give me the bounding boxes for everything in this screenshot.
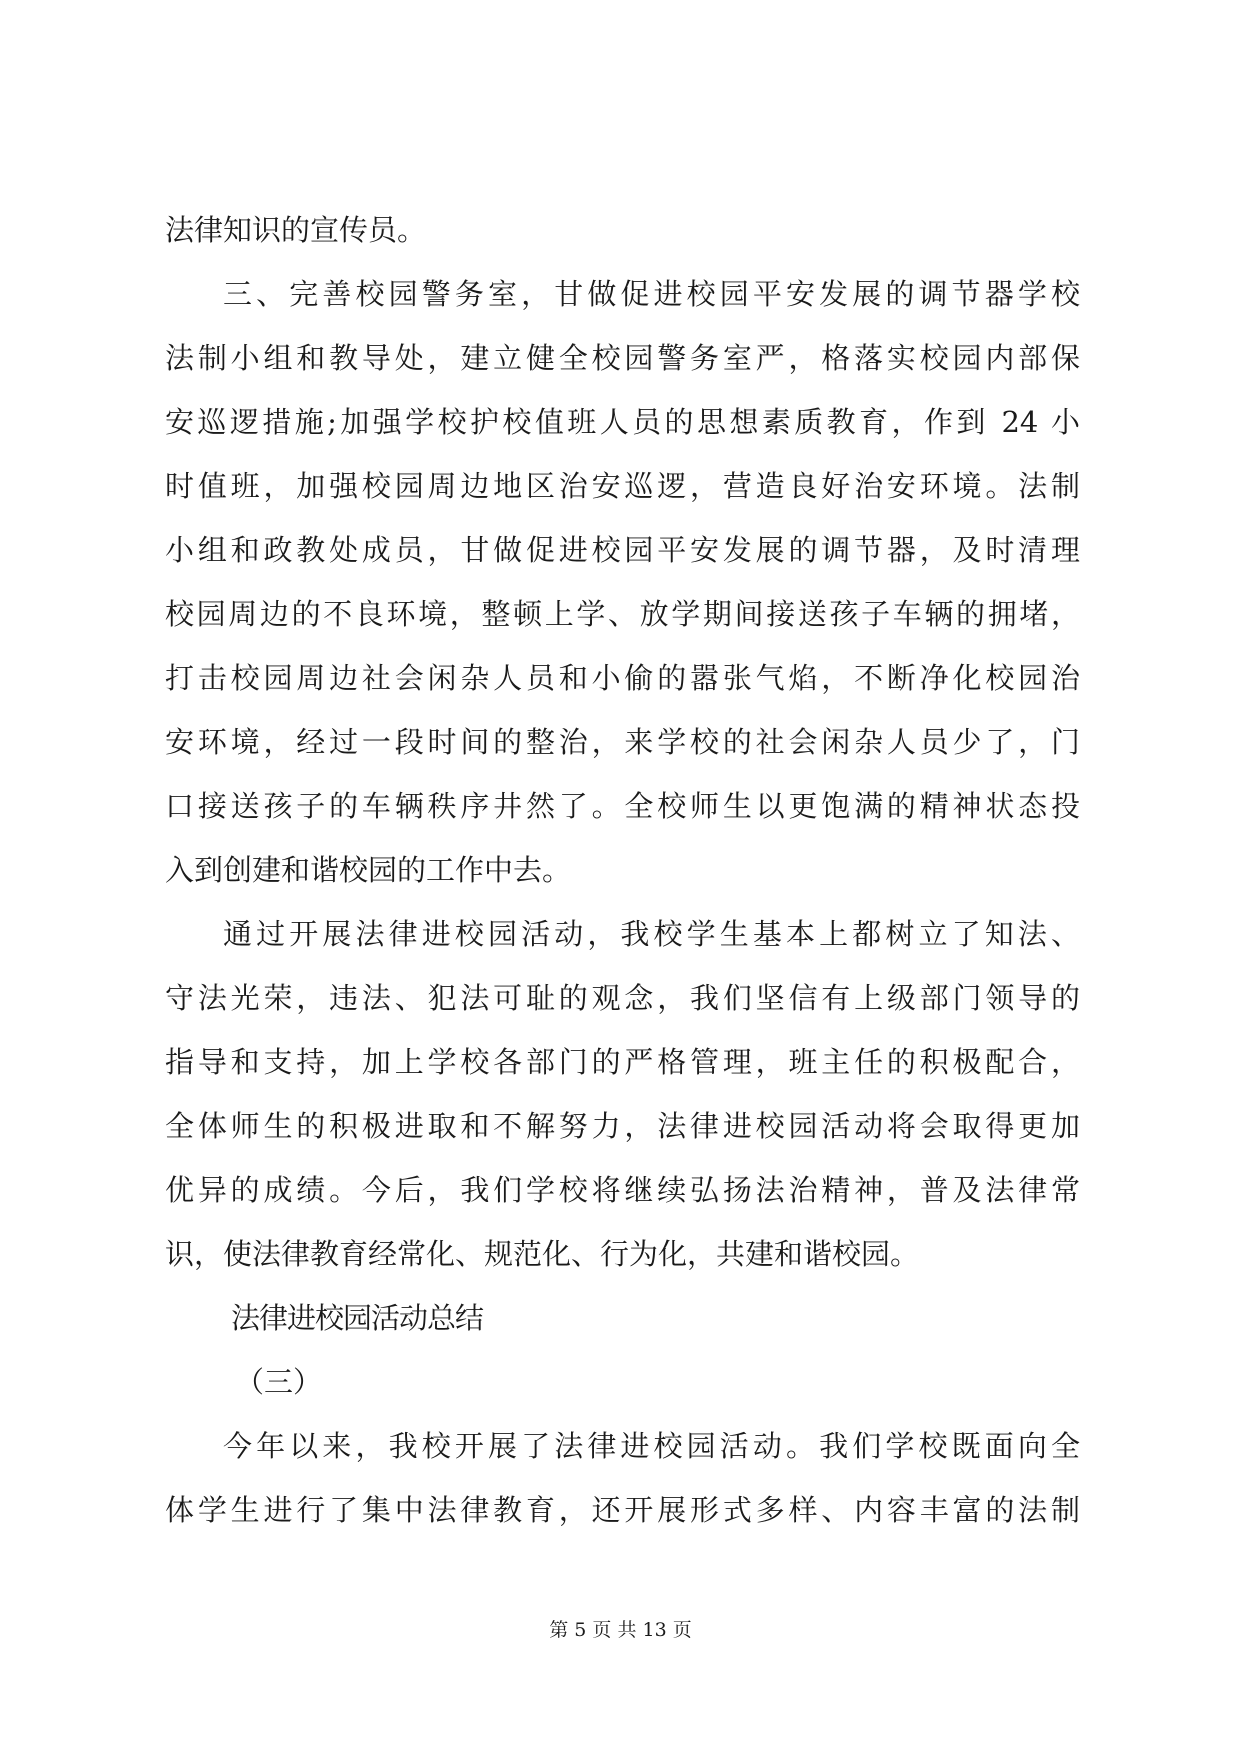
text-line: 通过开展法律进校园活动，我校学生基本上都树立了知法、 <box>223 917 1080 951</box>
text-line: 法律知识的宣传员。 <box>165 213 427 247</box>
text-line: 安巡逻措施;加强学校护校值班人员的思想素质教育，作到 24 小 <box>165 405 1080 439</box>
text-line: 体学生进行了集中法律教育，还开展形式多样、内容丰富的法制 <box>165 1493 1080 1527</box>
text-line: 全体师生的积极进取和不解努力，法律进校园活动将会取得更加 <box>165 1109 1080 1143</box>
text-line: 时值班，加强校园周边地区治安巡逻，营造良好治安环境。法制 <box>165 469 1080 503</box>
text-line: 打击校园周边社会闲杂人员和小偷的嚣张气焰，不断净化校园治 <box>165 661 1080 695</box>
text-line: 识，使法律教育经常化、规范化、行为化，共建和谐校园。 <box>165 1237 920 1271</box>
text-line: 今年以来，我校开展了法律进校园活动。我们学校既面向全 <box>223 1429 1080 1463</box>
page-footer: 第 5 页 共 13 页 <box>549 1619 692 1641</box>
text-line: 三、完善校园警务室，甘做促进校园平安发展的调节器学校 <box>223 277 1080 311</box>
text-line: 守法光荣，违法、犯法可耻的观念，我们坚信有上级部门领导的 <box>165 981 1080 1015</box>
section-number: （三） <box>235 1365 323 1399</box>
text-line: 指导和支持，加上学校各部门的严格管理，班主任的积极配合， <box>165 1045 1080 1079</box>
text-line: 安环境，经过一段时间的整治，来学校的社会闲杂人员少了，门 <box>165 725 1080 759</box>
text-line: 入到创建和谐校园的工作中去。 <box>165 853 572 887</box>
body-text <box>165 198 1080 1542</box>
text-line: 口接送孩子的车辆秩序井然了。全校师生以更饱满的精神状态投 <box>165 789 1080 823</box>
text-line: 优异的成绩。今后，我们学校将继续弘扬法治精神，普及法律常 <box>165 1173 1080 1207</box>
text-line: 法制小组和教导处，建立健全校园警务室严，格落实校园内部保 <box>165 341 1080 375</box>
text-line: 小组和政教处成员，甘做促进校园平安发展的调节器，及时清理 <box>165 533 1080 567</box>
section-heading: 法律进校园活动总结 <box>231 1301 484 1335</box>
text-line: 校园周边的不良环境，整顿上学、放学期间接送孩子车辆的拥堵， <box>165 597 1080 631</box>
